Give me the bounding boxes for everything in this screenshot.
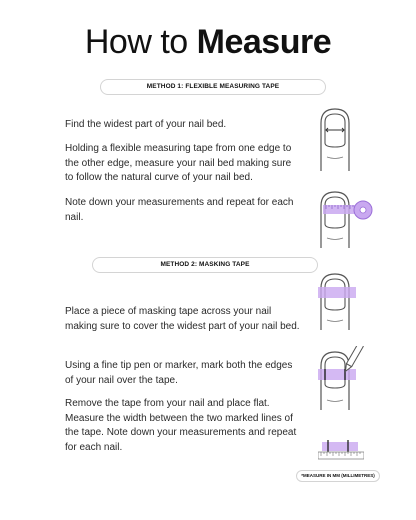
method-2-step-3: Remove the tape from your nail and place flat. Measure the width between the two marked lines of the tape. Note down your measurements and repeat for each nail. bbox=[65, 398, 297, 453]
method-1-label: METHOD 1: FLEXIBLE MEASURING TAPE bbox=[100, 79, 326, 95]
finger-measuring-tape-icon bbox=[312, 188, 374, 248]
method-1-step-3: Note down your measurements and repeat for each nail. bbox=[65, 197, 294, 223]
page-title bbox=[0, 22, 416, 62]
title-bold: Measure bbox=[196, 23, 332, 61]
method-2-label: METHOD 2: MASKING TAPE bbox=[92, 257, 318, 273]
title-light: How to bbox=[84, 23, 197, 61]
method-2-step-1: Place a piece of masking tape across your nail making sure to cover the widest part of your nail bed. bbox=[65, 306, 300, 332]
tape-ruler-icon bbox=[318, 438, 364, 462]
method-2-step-2: Using a fine tip pen or marker, mark both the edges of your nail over the tape. bbox=[65, 360, 293, 386]
method-1-step-2: Holding a flexible measuring tape from one edge to the other edge, measure your nail bed making sure to follow the natural curve of your nail bed. bbox=[65, 143, 292, 183]
finger-pen-marking-icon bbox=[312, 346, 368, 410]
units-footnote: *MEASURE IN MM (MILLIMETRES) bbox=[296, 470, 380, 482]
method-1-step-1: Find the widest part of your nail bed. bbox=[65, 119, 227, 130]
finger-masking-tape-icon bbox=[312, 270, 362, 330]
finger-widest-part-icon bbox=[312, 105, 358, 171]
